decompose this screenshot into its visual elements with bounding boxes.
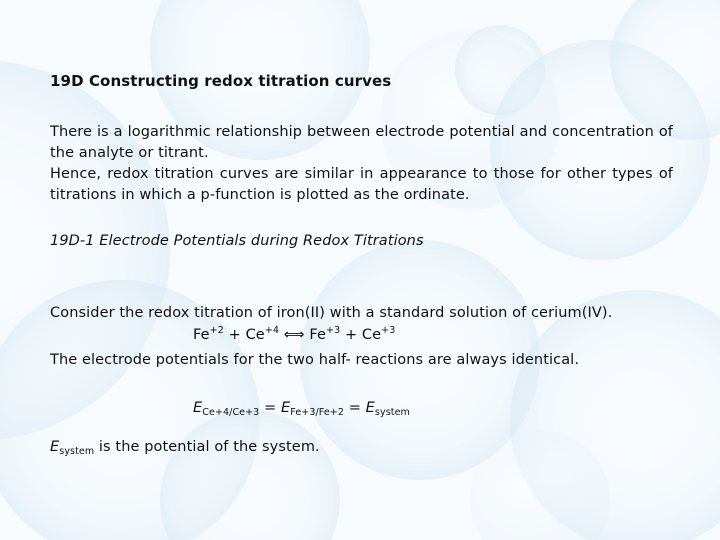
reactant-iron: Fe — [193, 327, 210, 343]
reactant-cerium: Ce — [245, 327, 265, 343]
intro-line-3: Hence, redox titration curves are similar in appearance to those for other types of — [50, 166, 673, 182]
system-subscript: system — [59, 446, 95, 457]
plus-sign: + — [223, 327, 246, 343]
equilibrium-arrow-icon: ⟺ — [279, 327, 310, 343]
potential-symbol: E — [365, 400, 375, 416]
system-subscript: system — [374, 407, 410, 418]
reaction-equation — [193, 325, 395, 345]
intro-line-2: the analyte or titrant. — [50, 145, 209, 161]
system-potential-note — [50, 437, 320, 457]
product-cerium: Ce — [361, 327, 382, 343]
consider-text: Consider the redox titration of iron(II) with a standard solution of cerium(IV). — [50, 305, 613, 321]
intro-line-4: titrations in which a p-function is plotted as the ordinate. — [50, 187, 470, 203]
slide-title: 19D Constructing redox titration curves — [50, 72, 392, 90]
product-iron: Fe — [309, 327, 327, 343]
reactant-cerium-charge: +4 — [264, 325, 280, 336]
section-subheading: 19D-1 Electrode Potentials during Redox Titrations — [50, 233, 424, 249]
equals-sign: = — [343, 400, 366, 416]
potential-symbol: E — [281, 400, 291, 416]
potential-equation — [193, 398, 410, 418]
reactant-iron-charge: +2 — [209, 325, 224, 336]
potential-symbol: E — [193, 400, 203, 416]
potential-symbol: E — [50, 439, 60, 455]
identical-potentials-text: The electrode potentials for the two half- reactions are always identical. — [50, 352, 580, 368]
product-cerium-charge: +3 — [381, 325, 396, 336]
iron-couple-subscript: Fe+3/Fe+2 — [290, 407, 344, 418]
product-iron-charge: +3 — [326, 325, 341, 336]
system-note-text: is the potential of the system. — [94, 439, 320, 455]
equals-sign: = — [259, 400, 282, 416]
plus-sign: + — [340, 327, 362, 343]
cerium-couple-subscript: Ce+4/Ce+3 — [202, 407, 260, 418]
intro-line-1: There is a logarithmic relationship between electrode potential and concentration of — [50, 124, 673, 140]
